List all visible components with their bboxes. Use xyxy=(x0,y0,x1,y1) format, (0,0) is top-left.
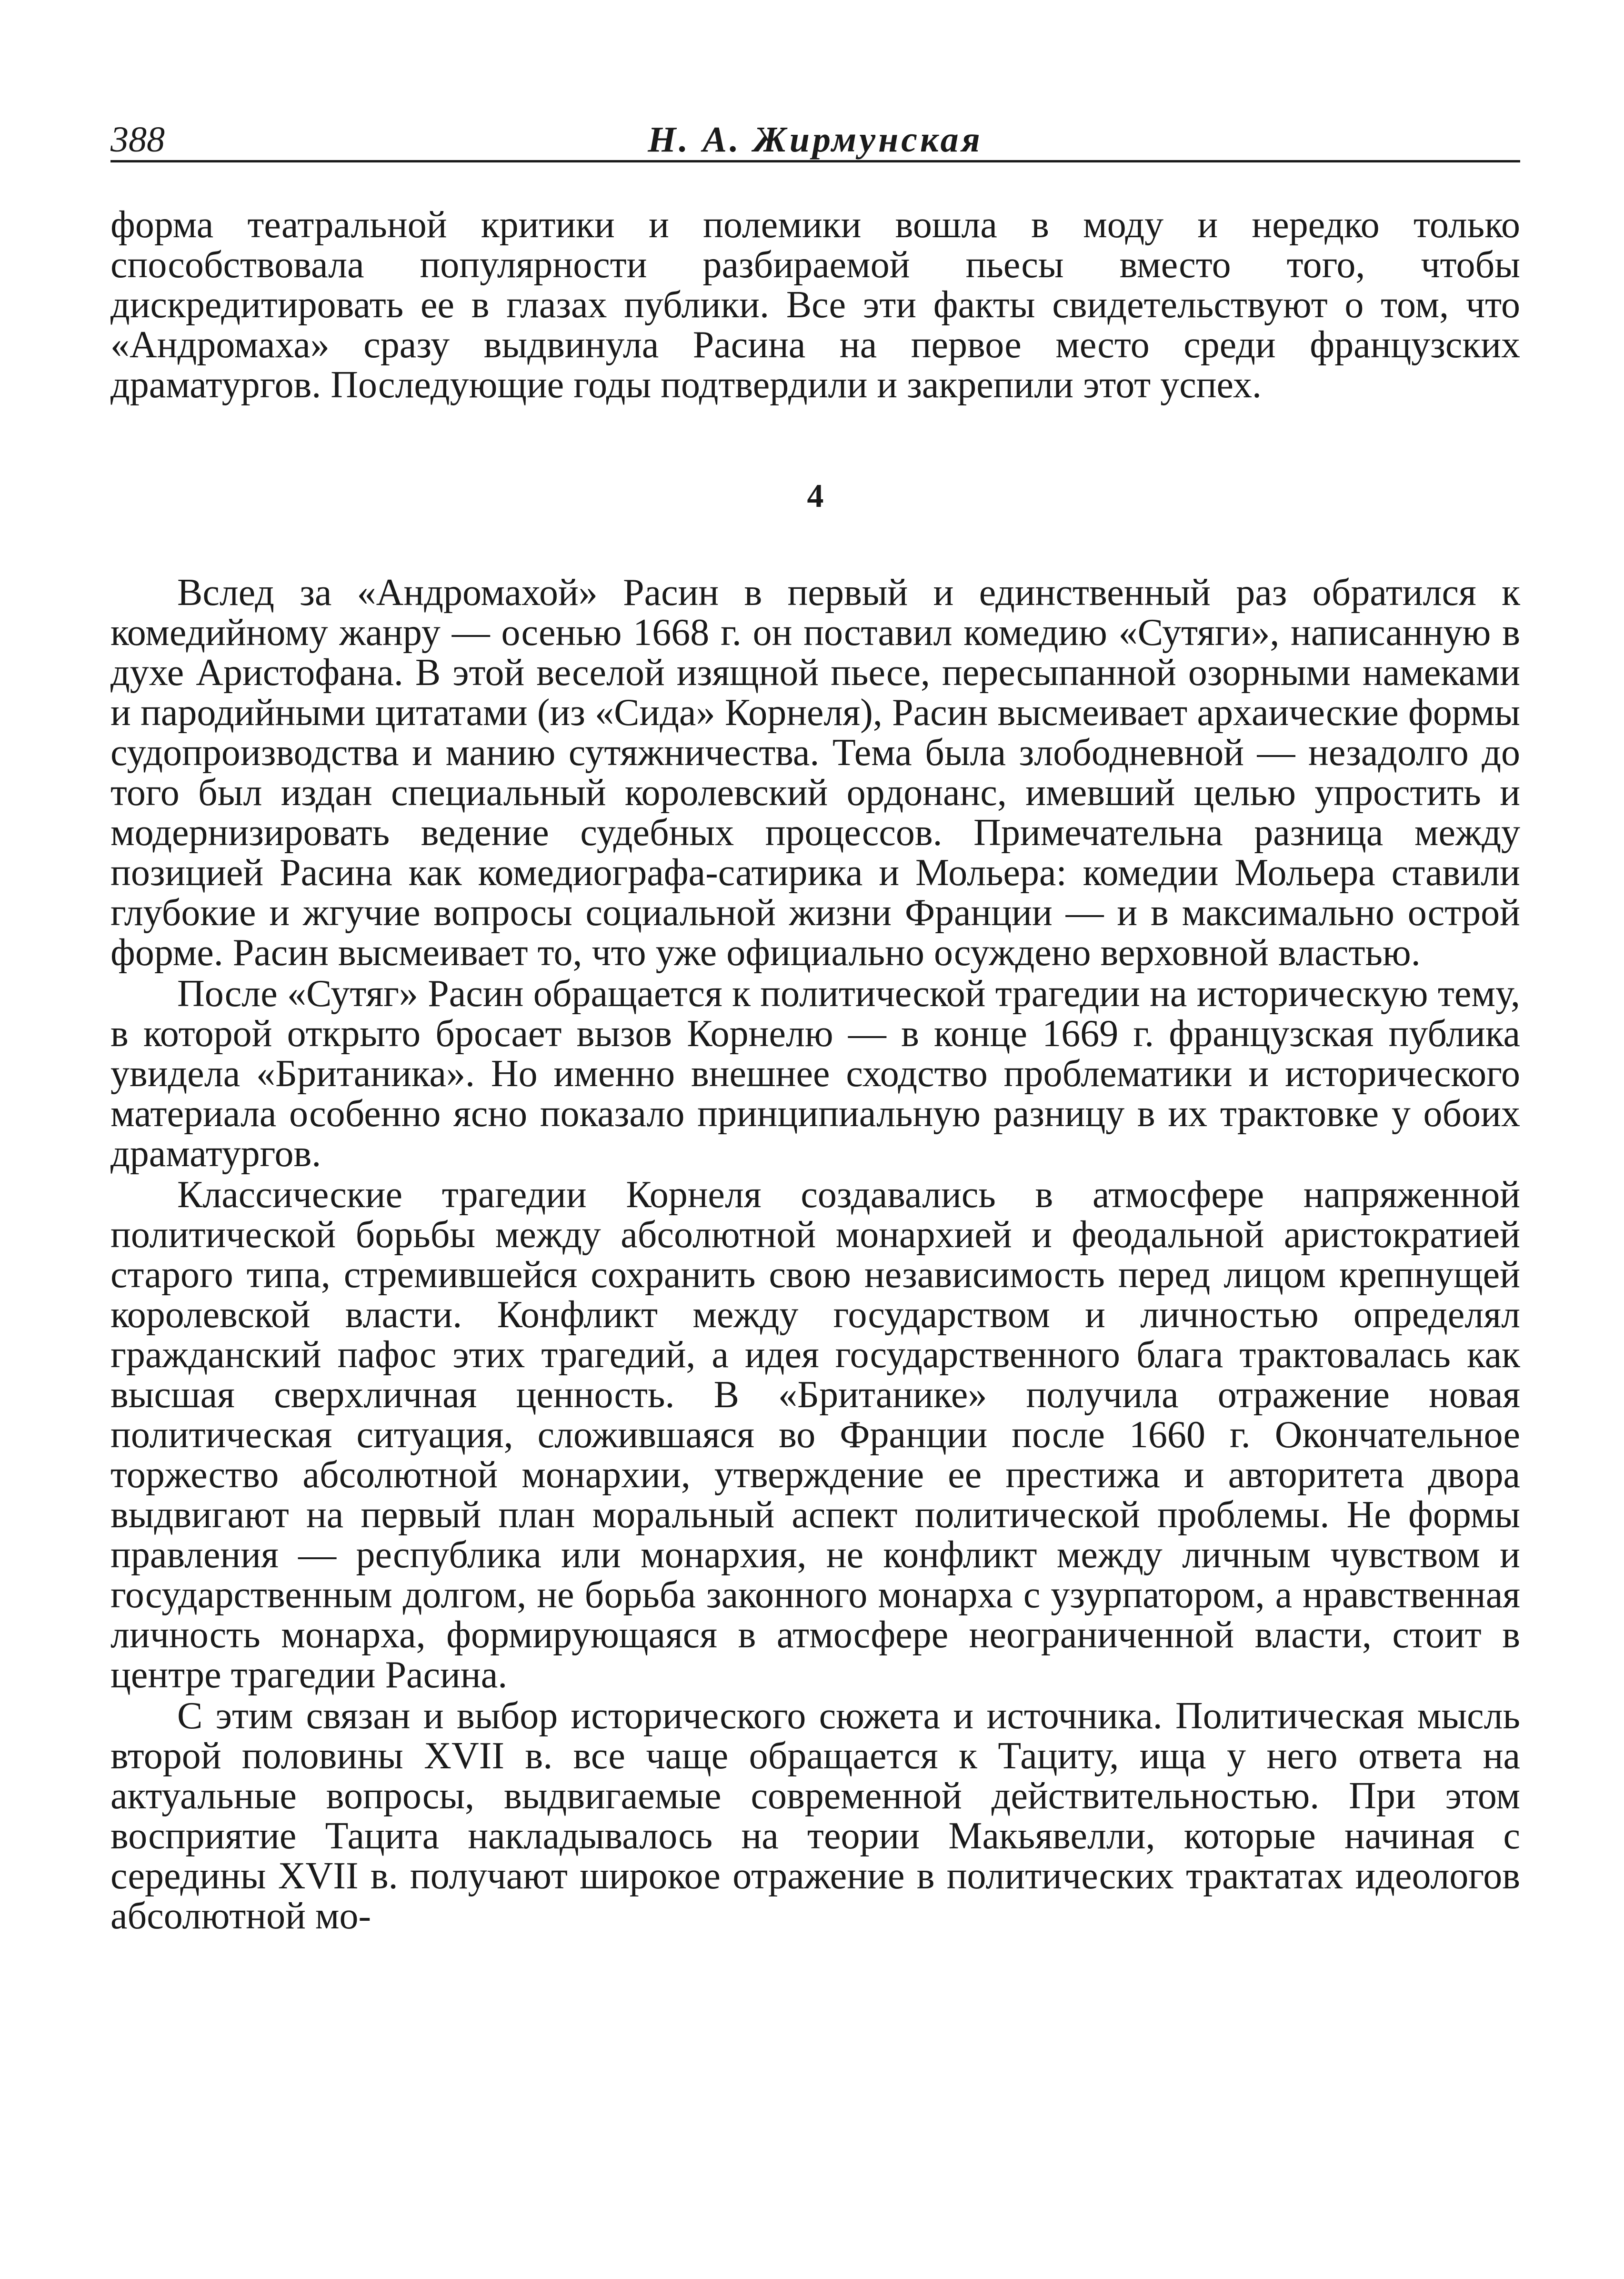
running-head xyxy=(110,110,1520,162)
paragraph: С этим связан и выбор исторического сюжета и источника. Политическая мысль второй половины XVII в. все чаще обращается к Тациту, ища у него ответа на актуальные вопросы, выдвигаемые современной действительностью. При этом восприятие Тацита накладывалось на теории Макьявелли, которые начиная с середины XVII в. получают широкое отражение в политических трактатах идеологов абсолютной мо- xyxy=(110,1695,1520,1937)
paragraph-continued: форма театральной критики и полемики вошла в моду и нередко только способствовала популярности разбираемой пьесы вместо того, чтобы дискредитировать ее в глазах публики. Все эти факты свидетельствуют о том, что «Андромаха» сразу выдвинула Расина на первое место среди французских драматургов. Последующие годы подтвердили и закрепили этот успех. xyxy=(110,204,1520,406)
paragraph: Классические трагедии Корнеля создавались в атмосфере напряженной политической борьбы между абсолютной монархией и феодальной аристократией старого типа, стремившейся сохранить свою независимость перед лицом крепнущей королевской власти. Конфликт между государством и личностью определял гражданский пафос этих трагедий, а идея государственного блага трактовалась как высшая сверхличная ценность. В «Британике» получила отражение новая политическая ситуация, сложившаяся во Франции после 1660 г. Окончательное торжество абсолютной монархии, утверждение ее престижа и авторитета двора выдвигают на первый план моральный аспект политической проблемы. Не формы правления — республика или монархия, не конфликт между личным чувством и государственным долгом, не борьба законного монарха с узурпатором, а нравственная личность монарха, формирующаяся в атмосфере неограниченной власти, стоит в центре трагедии Расина. xyxy=(110,1174,1520,1696)
header-rule xyxy=(110,160,1520,162)
body-text xyxy=(110,205,1520,1936)
page-number: 388 xyxy=(110,120,165,160)
section-number: 4 xyxy=(807,478,824,514)
paragraph: Вслед за «Андромахой» Расин в первый и единственный раз обратился к комедийному жанру — осенью 1668 г. он поставил комедию «Сутяги», написанную в духе Аристофана. В этой веселой изящной пьесе, пересыпанной озорными намеками и пародийными цитатами (из «Сида» Корнеля), Расин высмеивает архаические формы судопроизводства и манию сутяжничества. Тема была злободневной — незадолго до того был издан специальный королевский ордонанс, имевший целью упростить и модернизировать ведение судебных процессов. Примечательна разница между позицией Расина как комедиографа-сатирика и Мольера: комедии Мольера ставили глубокие и жгучие вопросы социальной жизни Франции — и в максимально острой форме. Расин высмеивает то, что уже официально осуждено верховной властью. xyxy=(110,572,1520,974)
running-head-author: Н. А. Жирмунская xyxy=(648,120,983,160)
paragraph: После «Сутяг» Расин обращается к политической трагедии на историческую тему, в которой открыто бросает вызов Корнелю — в конце 1669 г. французская публика увидела «Британика». Но именно внешнее сходство проблематики и исторического материала особенно ясно показало принципиальную разницу в их трактовке у обоих драматургов. xyxy=(110,973,1520,1175)
